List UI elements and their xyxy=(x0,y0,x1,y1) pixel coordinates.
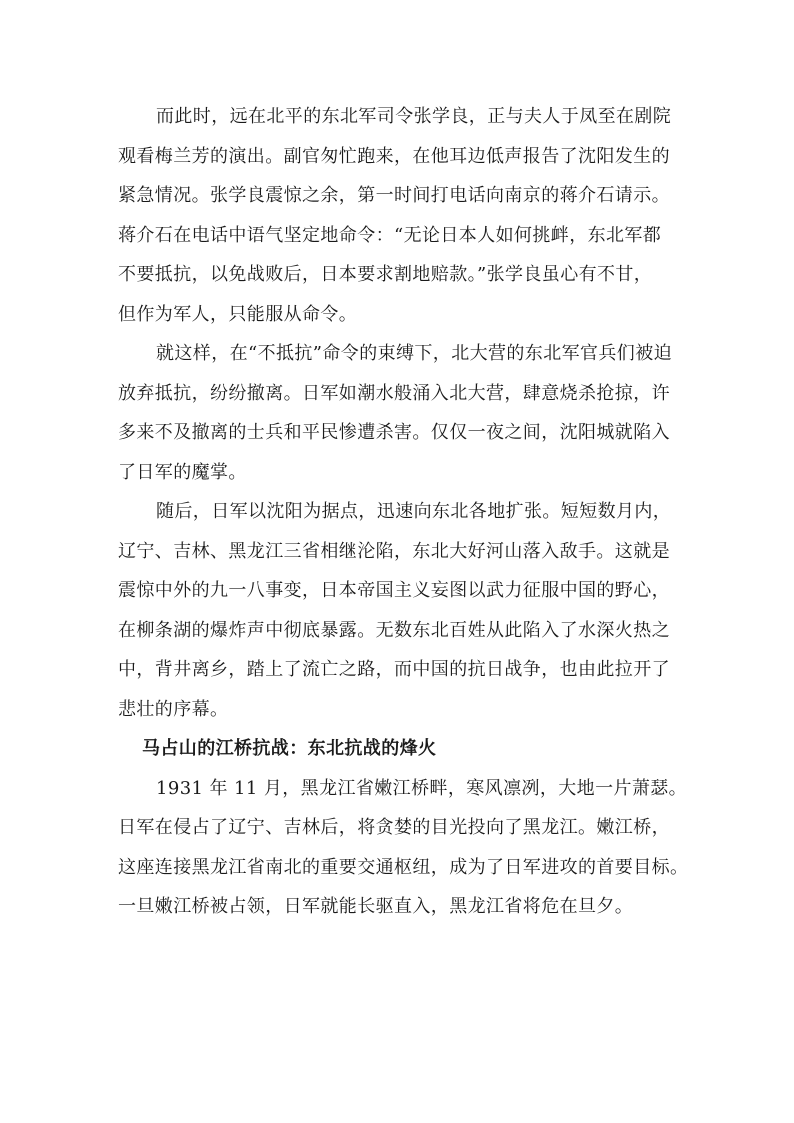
section-heading: 马占山的江桥抗战：东北抗战的烽火 xyxy=(142,738,437,759)
text-line: 就这样，在“不抵抗”命令的束缚下，北大营的东北军官兵们被迫 xyxy=(156,343,673,364)
text-line: 但作为军人，只能服从命令。 xyxy=(118,303,358,325)
text-line: 多来不及撤离的士兵和平民惨遭杀害。仅仅一夜之间，沈阳城就陷入 xyxy=(118,422,670,443)
paragraph-non-resistance xyxy=(118,334,684,492)
document-body xyxy=(118,97,689,927)
text-line: 辽宁、吉林、黑龙江三省相继沦陷，东北大好河山落入敌手。这就是 xyxy=(118,540,670,562)
paragraph-918-incident xyxy=(118,492,684,729)
text-line: 震惊中外的九一八事变，日本帝国主义妄图以武力征服中国的野心， xyxy=(118,580,670,601)
text-line: 了日军的魔掌。 xyxy=(118,461,247,483)
text-line: 悲壮的序幕。 xyxy=(118,698,229,720)
text-line: 一旦嫩江桥被占领，日军就能长驱直入，黑龙江省将危在旦夕。 xyxy=(118,896,634,917)
text-line: 在柳条湖的爆炸声中彻底暴露。无数东北百姓从此陷入了水深火热之 xyxy=(118,619,670,641)
text-line: 不要抵抗，以免战败后，日本要求割地赔款。”张学良虽心有不甘， xyxy=(118,264,653,285)
text-line: 蒋介石在电话中语气坚定地命令：“无论日本人如何挑衅，东北军都 xyxy=(118,224,662,246)
text-line: 紧急情况。张学良震惊之余，第一时间打电话向南京的蒋介石请示。 xyxy=(118,185,670,206)
text-line: 中，背井离乡，踏上了流亡之路，而中国的抗日战争，也由此拉开了 xyxy=(118,659,670,680)
text-line: 日军在侵占了辽宁、吉林后，将贪婪的目光投向了黑龙江。嫩江桥， xyxy=(118,817,670,838)
text-line: 观看梅兰芳的演出。副官匆忙跑来，在他耳边低声报告了沈阳发生的 xyxy=(118,145,670,167)
paragraph-jiangqiao xyxy=(118,769,689,927)
text-line: 放弃抵抗，纷纷撤离。日军如潮水般涌入北大营，肆意烧杀抢掠，许 xyxy=(118,382,670,404)
text-line: 1931 年 11 月，黑龙江省嫩江桥畔，寒风凛冽，大地一片萧瑟。 xyxy=(156,777,688,799)
paragraph-zhang-xueliang xyxy=(118,97,684,334)
text-line: 这座连接黑龙江省南北的重要交通枢纽，成为了日军进攻的首要目标。 xyxy=(118,856,689,878)
text-line: 随后，日军以沈阳为据点，迅速向东北各地扩张。短短数月内， xyxy=(156,501,672,522)
text-line: 而此时，远在北平的东北军司令张学良，正与夫人于凤至在剧院 xyxy=(156,106,672,127)
